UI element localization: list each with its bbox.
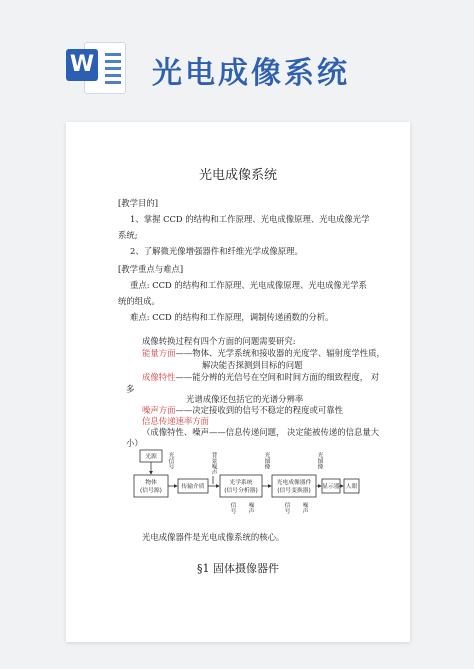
summary-text: （成像特性、噪声——信息传递问题， 决定能被传递的信息量大: [142, 427, 380, 437]
goal-1: 1、掌握 CCD 的结构和工作原理、光电成像原理、光电成像光学: [130, 214, 370, 224]
noise-label: 噪声方面: [142, 405, 176, 415]
noise-text: ——决定接收到的信号不稳定的程度或可靠性: [175, 405, 343, 415]
light-signal-label: 光信号: [167, 452, 173, 470]
energy-text-cont: 解决能否探测到目标的问题: [202, 360, 303, 370]
imaging-text: ——能分辨的光信号在空间和时间方面的细致程度， 对: [175, 372, 380, 382]
goal-2: 2、了解微光像增强器件和纤维光学成像原理。: [130, 246, 303, 256]
section-heading: §1 固体摄像器件: [197, 562, 279, 575]
optics-sublabel: (信号分析器): [224, 488, 258, 494]
word-badge: W: [66, 49, 98, 81]
object-sublabel: (信号源): [140, 488, 162, 494]
rate-label: 信息传递速率方面: [142, 416, 209, 426]
key-point: 重点: CCD 的结构和工作原理、光电成像原理、光电成像光学系: [130, 280, 368, 290]
banner: [0, 0, 474, 110]
goals-label: [教学目的]: [118, 198, 159, 208]
document-page: [66, 122, 410, 642]
object-label: 物体: [145, 480, 157, 486]
eye-label: 人眼: [345, 484, 358, 490]
spectral-text: 光谱成像还包括它的光谱分辨率: [186, 394, 304, 404]
noise-line: [142, 405, 343, 416]
display-label: 显示器: [322, 484, 340, 490]
document-title: 光电成像系统: [198, 168, 277, 183]
medium-label: 传输介质: [181, 484, 205, 490]
intro-text: 成像转换过程有四个方面的问题需要研究:: [142, 336, 296, 346]
light-image-label-2: 光图像: [316, 452, 322, 470]
summary-text-cont: 小）: [126, 438, 143, 448]
converter-sublabel: (信号变换器): [277, 488, 311, 494]
imaging-label: 成像特性: [142, 372, 176, 382]
converter-label: 光电成像器件: [276, 480, 312, 486]
optics-label: 光学系统: [229, 480, 253, 486]
signal-label-2: 信号: [283, 502, 289, 514]
energy-line: [142, 348, 385, 359]
noise-label-1: 噪声: [247, 502, 253, 514]
light-source-label: 光源: [145, 454, 157, 460]
word-icon: [66, 40, 126, 94]
key-point-cont: 统的组成。: [118, 296, 160, 306]
goal-1-cont: 系统;: [118, 230, 138, 240]
banner-title: 光电成像系统: [152, 56, 350, 91]
background-noise-label: 背景噪声: [210, 452, 216, 476]
core-statement: 光电成像器件是光电成像系统的核心。: [142, 532, 285, 542]
keypoints-label: [教学重点与难点]: [118, 264, 184, 274]
signal-label-1: 信号: [229, 502, 235, 514]
difficult-point: 难点: CCD 的结构和工作原理，调制传递函数的分析。: [130, 312, 334, 322]
energy-label: 能量方面: [142, 348, 176, 358]
noise-label-2: 噪声: [301, 502, 307, 514]
energy-text: ——物体、光学系统和接收器的光度学、辐射度学性质，: [175, 348, 385, 358]
imaging-text-cont: 多: [126, 384, 135, 394]
light-image-label-1: 光图像: [263, 452, 269, 470]
imaging-chain-diagram: [120, 438, 360, 524]
imaging-line: [142, 372, 379, 383]
